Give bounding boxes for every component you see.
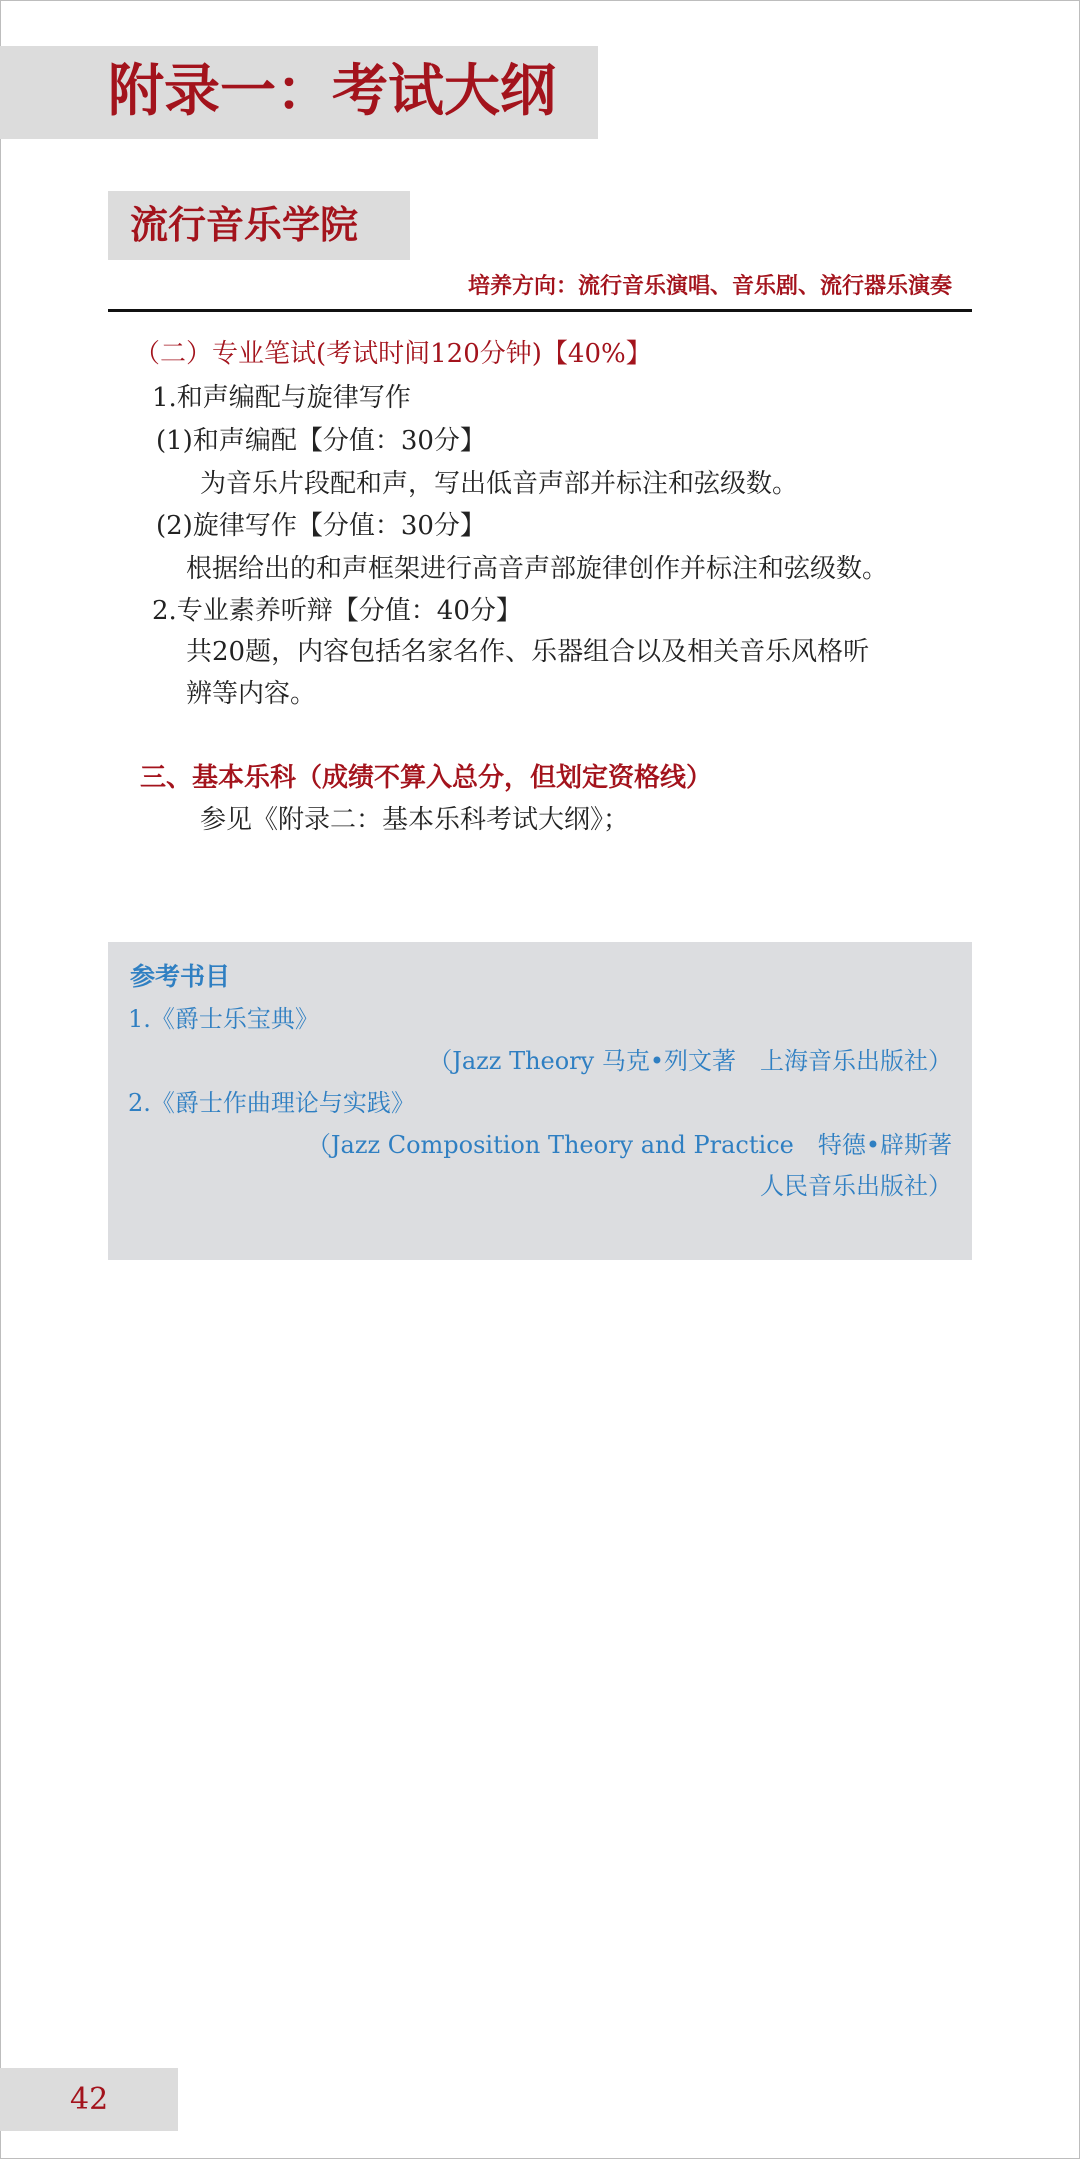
appendix-title: 附录一：考试大纲: [108, 59, 556, 124]
references-heading: 参考书目: [130, 962, 231, 991]
ear-training-item: 2.专业素养听辩【分值：40分】: [152, 596, 522, 626]
harmony-arrangement-title: (1)和声编配【分值：30分】: [156, 426, 486, 456]
harmony-melody-item: 1.和声编配与旋律写作: [152, 383, 411, 413]
harmony-arrangement-text: 为音乐片段配和声，写出低音声部并标注和弦级数。: [200, 469, 799, 499]
ear-training-text-line1: 共20题，内容包括名家名作、乐器组合以及相关音乐风格听: [186, 637, 870, 667]
training-direction: 培养方向：流行音乐演唱、音乐剧、流行器乐演奏: [467, 274, 952, 299]
melody-writing-text: 根据给出的和声框架进行高音声部旋律创作并标注和弦级数。: [186, 554, 889, 584]
reference-book2-title: 2.《爵士作曲理论与实践》: [128, 1089, 415, 1117]
ear-training-text-line2: 辨等内容。: [186, 679, 317, 709]
basic-music-text: 参见《附录二：基本乐科考试大纲》；: [200, 805, 630, 835]
college-title: 流行音乐学院: [130, 203, 359, 247]
reference-book1-detail: （Jazz Theory 马克•列文著 上海音乐出版社）: [428, 1047, 952, 1075]
reference-book1-title: 1.《爵士乐宝典》: [128, 1005, 319, 1033]
reference-book2-detail-line1: （Jazz Composition Theory and Practice 特德•辟斯著: [306, 1131, 952, 1159]
written-exam-title: （二）专业笔试(考试时间120分钟)【40%】: [134, 339, 652, 369]
page-number: 42: [70, 2082, 109, 2117]
reference-book2-detail-line2: 人民音乐出版社）: [760, 1172, 952, 1200]
header-divider: [108, 309, 972, 312]
basic-music-title: 三、基本乐科（成绩不算入总分，但划定资格线）: [140, 763, 713, 793]
melody-writing-title: (2)旋律写作【分值：30分】: [156, 511, 486, 541]
